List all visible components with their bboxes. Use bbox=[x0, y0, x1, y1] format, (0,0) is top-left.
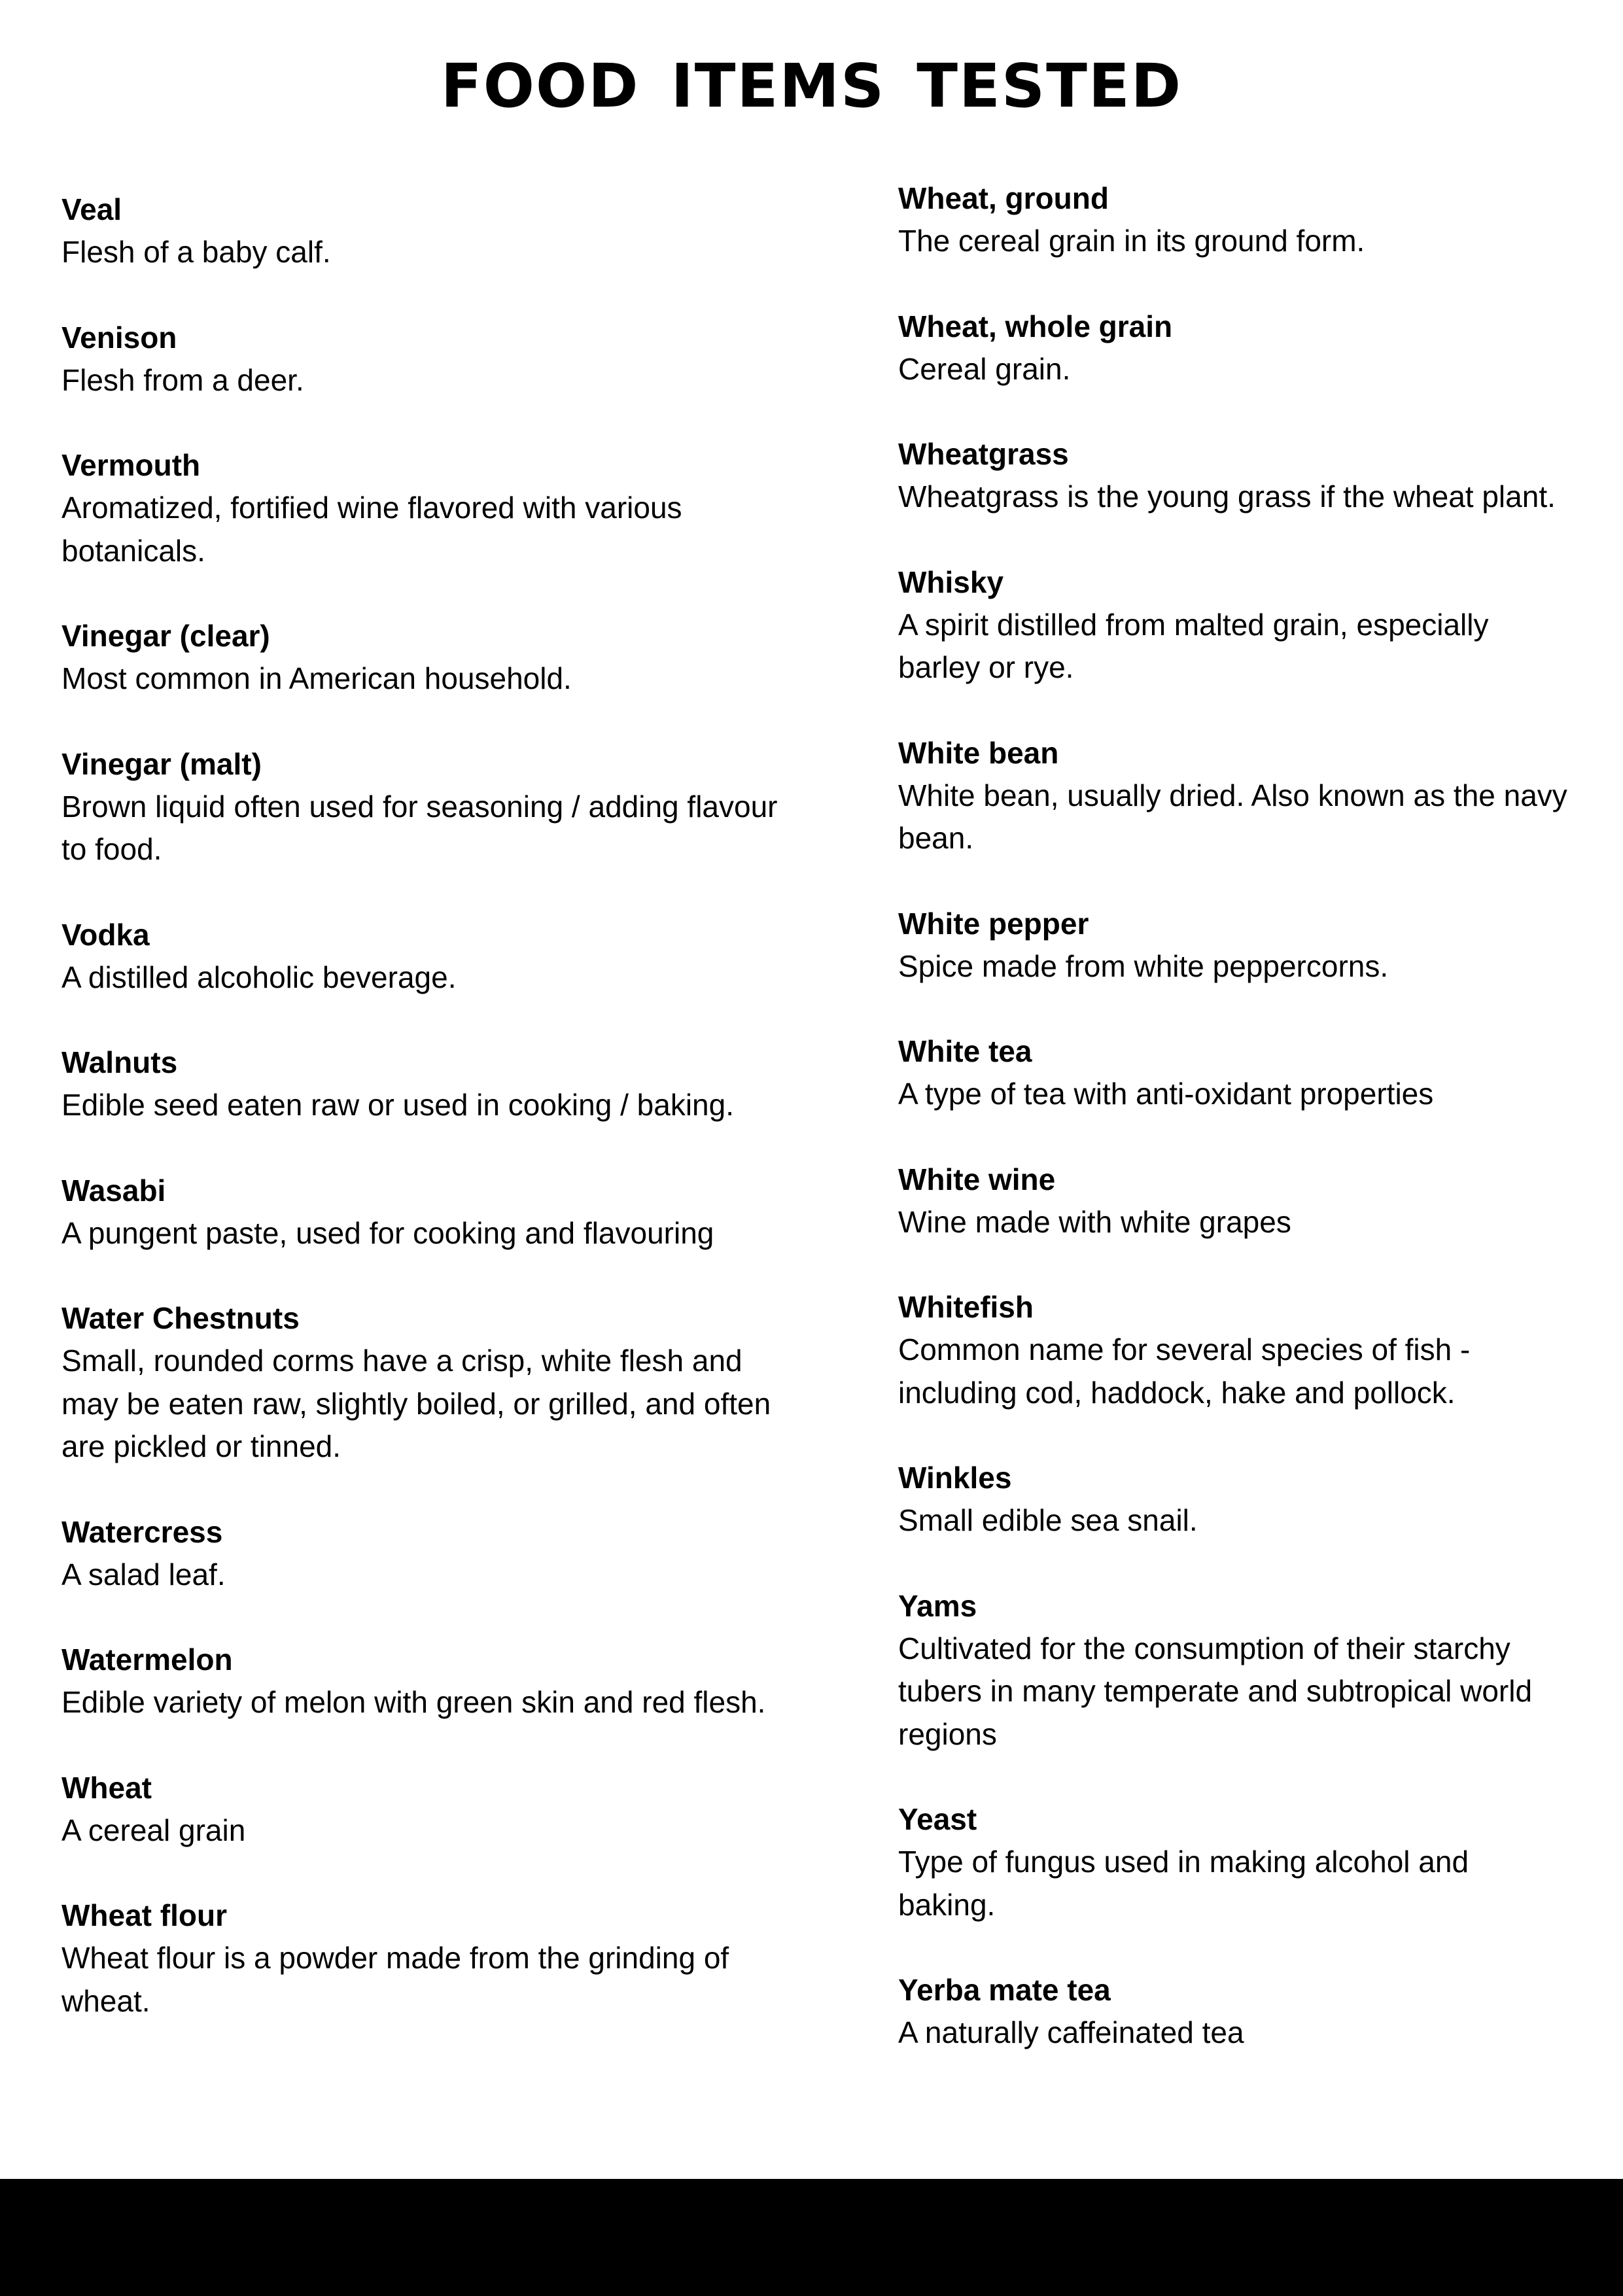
food-name: Wheat, whole grain bbox=[898, 309, 1173, 343]
page-title: FOOD ITEMS TESTED bbox=[440, 51, 1183, 121]
food-description: The cereal grain in its ground form. bbox=[898, 224, 1365, 258]
food-name: Vodka bbox=[61, 917, 150, 952]
food-entry bbox=[61, 743, 781, 871]
food-entry bbox=[898, 1457, 1572, 1542]
food-name: Wheat flour bbox=[61, 1898, 227, 1932]
right-column bbox=[898, 177, 1572, 2097]
food-description: A spirit distilled from malted grain, especially barley or rye. bbox=[898, 607, 1489, 684]
food-entry bbox=[61, 1511, 781, 1597]
food-description: Small, rounded corms have a crisp, white flesh and may be eaten raw, slightly boiled, or grilled, and often are pickled or tinned. bbox=[61, 1344, 771, 1463]
food-name: Watercress bbox=[61, 1514, 223, 1549]
food-description: Aromatized, fortified wine flavored with various botanicals. bbox=[61, 491, 682, 568]
food-description: A pungent paste, used for cooking and flavouring bbox=[61, 1215, 714, 1250]
food-entry bbox=[898, 1969, 1572, 2055]
food-name: Wasabi bbox=[61, 1173, 166, 1208]
food-name: Yams bbox=[898, 1588, 977, 1623]
food-name: Whitefish bbox=[898, 1290, 1034, 1324]
food-entry bbox=[898, 433, 1572, 519]
food-name: White pepper bbox=[898, 906, 1089, 941]
food-entry bbox=[898, 1798, 1572, 1926]
food-description: A type of tea with anti-oxidant properties bbox=[898, 1077, 1434, 1111]
food-description: Wine made with white grapes bbox=[898, 1204, 1291, 1239]
food-description: Spice made from white peppercorns. bbox=[898, 948, 1389, 983]
food-description: Edible variety of melon with green skin and red flesh. bbox=[61, 1685, 766, 1719]
food-name: Vermouth bbox=[61, 448, 201, 482]
food-name: White wine bbox=[898, 1162, 1056, 1196]
food-name: White bean bbox=[898, 735, 1059, 770]
food-entry bbox=[61, 188, 781, 274]
food-name: Yerba mate tea bbox=[898, 1973, 1111, 2007]
food-name: Watermelon bbox=[61, 1643, 233, 1677]
food-description: Most common in American household. bbox=[61, 661, 572, 695]
food-entry bbox=[898, 177, 1572, 263]
food-entry bbox=[898, 1585, 1572, 1756]
food-name: Whisky bbox=[898, 565, 1004, 599]
food-description: Edible seed eaten raw or used in cooking / baking. bbox=[61, 1088, 734, 1122]
food-description: A naturally caffeinated tea bbox=[898, 2015, 1244, 2049]
food-entry bbox=[61, 317, 781, 402]
food-entry bbox=[898, 732, 1572, 860]
food-entry bbox=[61, 444, 781, 572]
food-description: Cultivated for the consumption of their starchy tubers in many temperate and subtropical world regions bbox=[898, 1631, 1533, 1751]
food-name: Winkles bbox=[898, 1461, 1012, 1495]
food-entry bbox=[898, 1286, 1572, 1414]
food-description: A salad leaf. bbox=[61, 1557, 226, 1592]
food-name: White tea bbox=[898, 1034, 1032, 1068]
food-name: Water Chestnuts bbox=[61, 1301, 300, 1335]
left-column bbox=[61, 188, 781, 2065]
food-entry bbox=[61, 1767, 781, 1852]
food-entry bbox=[898, 903, 1572, 988]
food-entry bbox=[61, 914, 781, 1000]
food-entry bbox=[898, 1158, 1572, 1244]
food-description: Cereal grain. bbox=[898, 351, 1071, 386]
food-description: Wheat flour is a powder made from the grinding of wheat. bbox=[61, 1941, 729, 2018]
food-entry bbox=[61, 1639, 781, 1724]
food-description: Flesh from a deer. bbox=[61, 362, 304, 397]
food-entry bbox=[61, 615, 781, 701]
food-name: Veal bbox=[61, 192, 122, 226]
food-entry bbox=[61, 1041, 781, 1127]
food-entry bbox=[898, 1030, 1572, 1116]
food-name: Yeast bbox=[898, 1802, 977, 1836]
food-name: Wheat, ground bbox=[898, 181, 1109, 215]
food-description: Wheatgrass is the young grass if the wheat plant. bbox=[898, 479, 1556, 513]
food-description: White bean, usually dried. Also known as the navy bean. bbox=[898, 778, 1567, 855]
food-name: Venison bbox=[61, 320, 177, 355]
food-description: Type of fungus used in making alcohol and baking. bbox=[898, 1845, 1469, 1922]
food-entry bbox=[61, 1894, 781, 2023]
food-name: Walnuts bbox=[61, 1045, 178, 1079]
food-name: Vinegar (clear) bbox=[61, 619, 270, 653]
food-description: A distilled alcoholic beverage. bbox=[61, 960, 457, 994]
food-description: A cereal grain bbox=[61, 1813, 246, 1847]
food-entry bbox=[898, 305, 1572, 391]
food-entry bbox=[61, 1170, 781, 1255]
food-entry bbox=[898, 561, 1572, 689]
food-description: Common name for several species of fish - including cod, haddock, hake and pollock. bbox=[898, 1332, 1471, 1410]
food-name: Wheat bbox=[61, 1770, 152, 1805]
food-entry bbox=[61, 1297, 781, 1469]
food-description: Flesh of a baby calf. bbox=[61, 235, 331, 269]
food-description: Brown liquid often used for seasoning / adding flavour to food. bbox=[61, 789, 778, 866]
footer-bar bbox=[0, 2179, 1623, 2296]
food-description: Small edible sea snail. bbox=[898, 1503, 1198, 1537]
food-name: Wheatgrass bbox=[898, 437, 1069, 471]
food-name: Vinegar (malt) bbox=[61, 746, 262, 781]
